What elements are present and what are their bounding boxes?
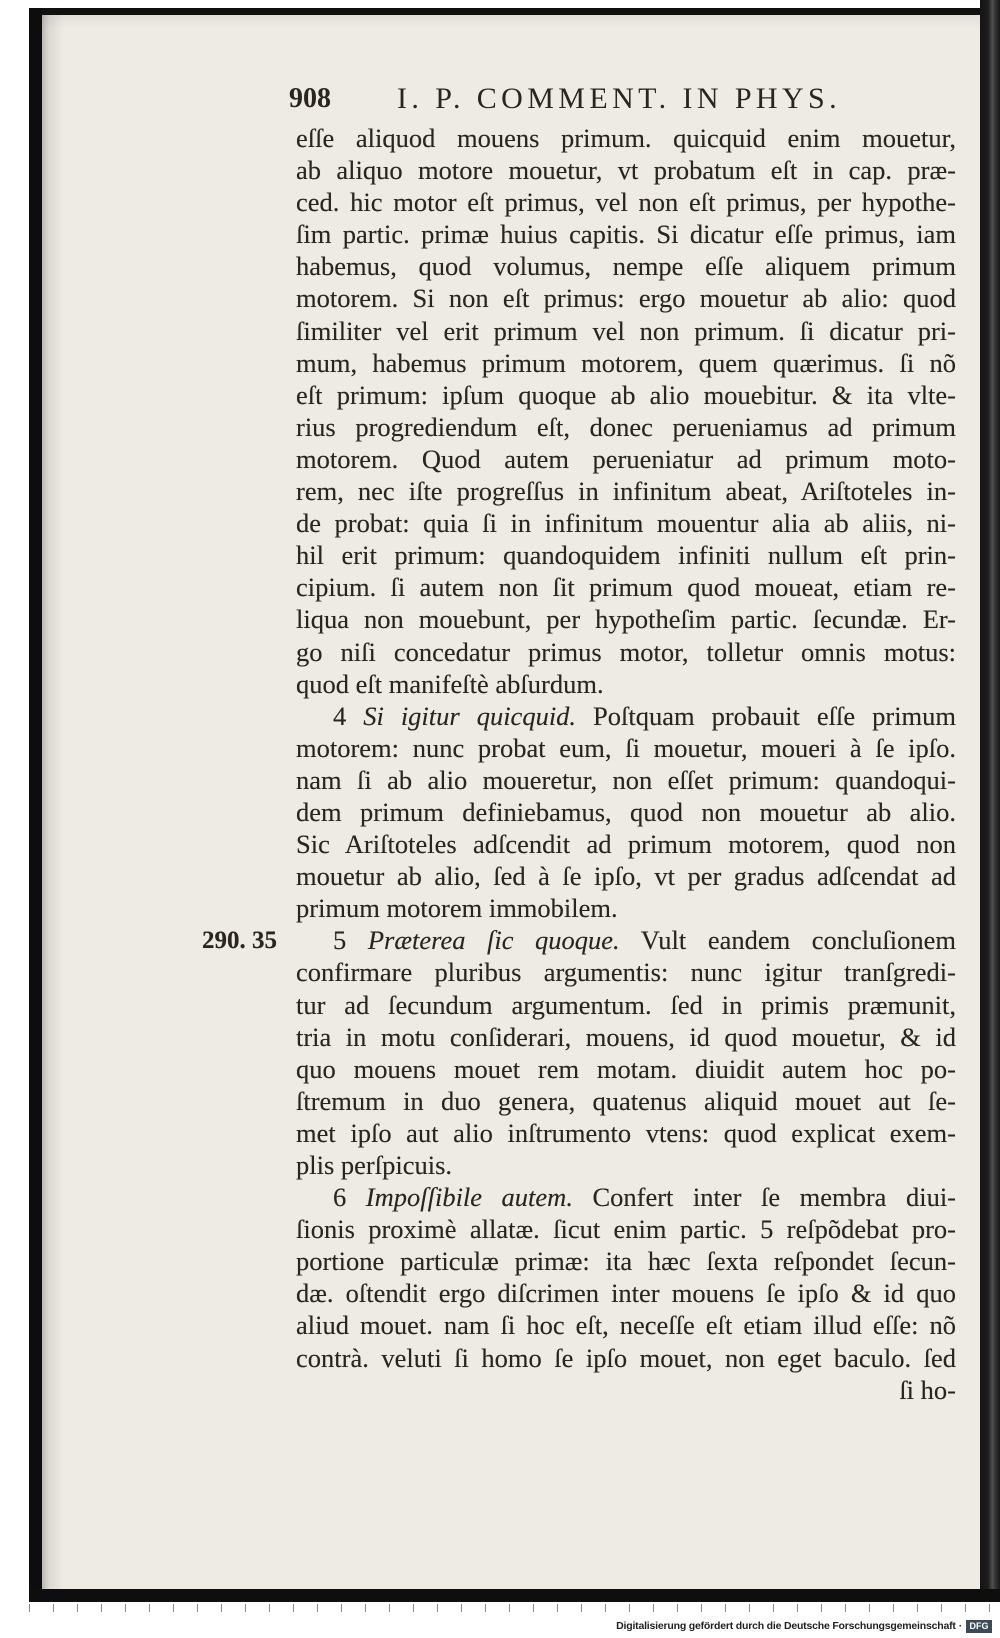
text-line: dæ. oſtendit ergo diſcrimen inter mouens ſe ipſo & id quo [296, 1278, 956, 1309]
lemma: Præterea ſic quoque. [367, 925, 620, 956]
paragraph-number: 6 [333, 1182, 347, 1213]
text-line: eſt primum: ipſum quoque ab alio mouebitur. & ita vlte- [296, 379, 956, 410]
dfg-logo: DFG [966, 1620, 992, 1633]
paragraph-number: 5 [333, 925, 347, 956]
text-line: cipium. ſi autem non ſit primum quod moueat, etiam re- [296, 572, 956, 603]
line-text: Poſtquam probauit eſſe primum [593, 700, 956, 731]
text-line: portione particulæ primæ: ita hæc ſexta reſpondet ſecun- [296, 1246, 956, 1277]
digitization-credit [616, 1620, 962, 1633]
page-number: 908 [289, 83, 331, 114]
text-line: motorem: nunc probat eum, ſi mouetur, moueri à ſe ipſo. [296, 732, 956, 763]
paragraph-number: 4 [333, 700, 347, 731]
text-line: ſimiliter vel erit primum vel non primum. ſi dicatur pri- [296, 315, 956, 346]
catchword: ſi ho- [899, 1374, 956, 1405]
text-line: rem, nec iſte progreſſus in infinitum abeat, Ariſtoteles in- [296, 476, 956, 507]
scan-ruler [29, 1604, 991, 1612]
credit-separator: · [958, 1620, 962, 1632]
text-line: mouetur ab alio, ſed à ſe ipſo, vt per gradus adſcendat ad [296, 861, 956, 892]
scan-border-bottom [29, 1589, 1000, 1602]
marginal-reference: 290. 35 [202, 926, 277, 954]
text-line: contrà. veluti ſi homo ſe ipſo mouet, non eget baculo. ſed [296, 1342, 956, 1373]
line-text: Vult eandem concluſionem [640, 925, 956, 956]
text-line: tria in motu conſiderari, mouens, id quod mouetur, & id [296, 1021, 956, 1052]
text-line: hil erit primum: quandoquidem infiniti nullum eſt prin- [296, 540, 956, 571]
text-line: plis perſpicuis. [296, 1150, 453, 1180]
scan-border-left [29, 8, 42, 1602]
text-line: eſſe aliquod mouens primum. quicquid enim mouetur, [296, 123, 956, 153]
text-line: quod eſt manifeſtè abſurdum. [296, 668, 604, 699]
text-line: ſionis proximè allatæ. ſicut enim partic. 5 reſpõdebat pro- [296, 1214, 956, 1245]
text-line: met ipſo aut alio inſtrumento vtens: quod explicat exem- [296, 1117, 956, 1148]
text-line: liqua non mouebunt, per hypotheſim partic. ſecundæ. Er- [296, 604, 956, 635]
text-line: primum motorem immobilem. [296, 893, 618, 924]
text-line: confirmare pluribus argumentis: nunc igitur tranſgredi- [296, 957, 956, 988]
paragraph-start-line [296, 1181, 956, 1213]
text-line: ſim partic. primæ huius capitis. Si dicatur eſſe primus, iam [296, 219, 956, 250]
text-line: aliud mouet. nam ſi hoc eſt, neceſſe eſt etiam illud eſſe: nõ [296, 1310, 956, 1341]
text-block [202, 122, 956, 1406]
text-line: quo mouens mouet rem motam. diuidit autem hoc po- [296, 1053, 956, 1084]
text-line: nam ſi ab alio moueretur, non eſſet primum: quandoqui- [296, 764, 956, 795]
text-line: ſtremum in duo genera, quatenus aliquid mouet aut ſe- [296, 1085, 956, 1116]
paragraph-start-line [296, 924, 956, 956]
credit-text: Digitalisierung gefördert durch die Deutsche Forschungsgemeinschaft [616, 1620, 956, 1632]
text-line: tur ad ſecundum argumentum. ſed in primis præmunit, [296, 989, 956, 1020]
text-line: ab aliquo motore mouetur, vt probatum eſt in cap. præ- [296, 155, 956, 186]
text-line: rius progrediendum eſt, donec perueniamus ad primum [296, 411, 956, 442]
text-line: ced. hic motor eſt primus, vel non eſt primus, per hypothe- [296, 187, 956, 218]
text-line: Sic Ariſtoteles adſcendit ad primum motorem, quod non [296, 829, 956, 860]
text-line: habemus, quod volumus, nempe eſſe aliquem primum [296, 251, 956, 282]
lemma: Si igitur quicquid. [363, 700, 577, 731]
scan-border-right [980, 0, 1000, 1602]
scan-border-top [29, 8, 984, 15]
text-line: dem primum definiebamus, quod non mouetur ab alio. [296, 796, 956, 827]
paragraph-start-line [296, 700, 956, 732]
text-line: de probat: quia ſi in infinitum mouentur alia ab aliis, ni- [296, 508, 956, 539]
line-text: Confert inter ſe membra diui- [592, 1182, 956, 1213]
running-title: I. P. COMMENT. IN PHYS. [397, 82, 842, 115]
lemma: Impoſſibile autem. [365, 1182, 573, 1213]
text-line: motorem. Quod autem perueniatur ad primum moto- [296, 443, 956, 474]
text-line: go niſi concedatur primus motor, tolletur omnis motus: [296, 636, 956, 667]
text-line: motorem. Si non eſt primus: ergo mouetur ab alio: quod [296, 283, 956, 314]
text-line: mum, habemus primum motorem, quem quærimus. ſi nõ [296, 347, 956, 378]
